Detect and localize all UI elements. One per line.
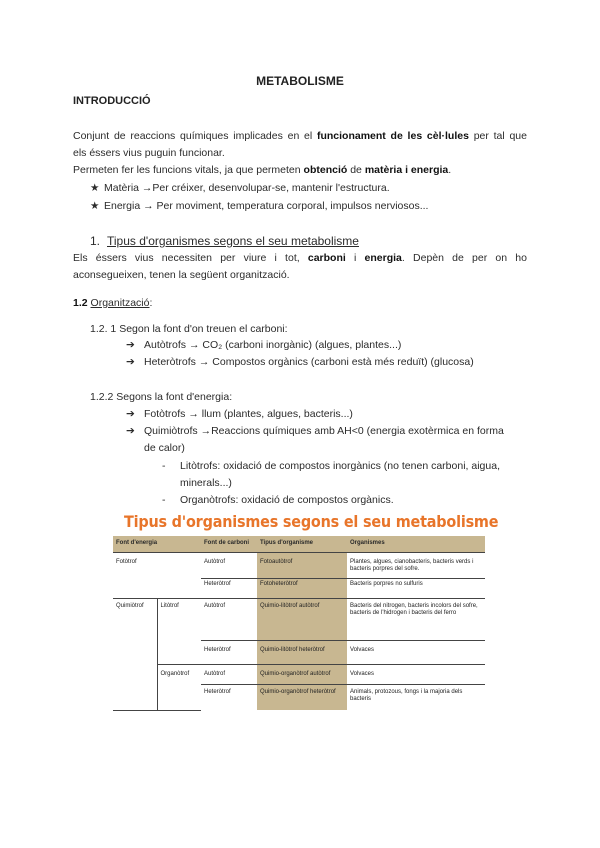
- table-cell: Fotoheteròtrof: [257, 578, 347, 598]
- table-header: Font de carboni: [201, 536, 257, 552]
- list-item: [126, 355, 474, 370]
- table-cell: Animals, protozous, fongs i la majoria dels bacteris: [350, 688, 463, 702]
- text-run: :: [149, 297, 153, 309]
- table-cell: Heteròtrof: [204, 688, 231, 695]
- page-title: METABOLISME: [256, 74, 344, 88]
- table-header: Tipus d'organisme: [257, 536, 347, 552]
- bold-run: energia: [364, 252, 402, 264]
- table-cell: Heteròtrof: [201, 640, 257, 664]
- table-cell: Bacteris del nitrogen, bacteris incolors del sofre, bacteris de l'hidrogen i bacteris del ferro: [347, 598, 485, 640]
- list-item-continuation: de calor): [144, 442, 185, 454]
- section-1-paragraph: [73, 251, 527, 266]
- section-number: 1.: [90, 234, 101, 248]
- intro-paragraph-2: [73, 163, 451, 178]
- text-run: Permeten fer les funcions vitals, ja que permeten: [73, 164, 304, 176]
- text-run: de: [347, 164, 365, 176]
- bullet-text: Matèria →Per créixer, desenvolupar-se, mantenir l'estructura.: [104, 182, 390, 194]
- arrow-icon: ➔: [126, 339, 135, 351]
- section-title: Tipus d'organismes segons el seu metabolisme: [107, 234, 359, 248]
- metabolism-table: [113, 536, 485, 711]
- text-run: Conjunt de reaccions químiques implicades en el: [73, 130, 317, 142]
- sub-list-item: [162, 459, 500, 474]
- table-cell: Litòtrof: [157, 598, 201, 664]
- arrow-icon: ➔: [126, 408, 135, 420]
- list-item-text: Quimiòtrofs →Reaccions químiques amb AH<0 (energia exotèrmica en forma: [144, 425, 504, 437]
- table-row: [113, 598, 485, 640]
- sub-list-text: Organòtrofs: oxidació de compostos orgànics.: [180, 494, 394, 506]
- section-1-heading: [90, 234, 359, 249]
- table-cell: Plantes, algues, cianobacteris, bacteris verds i bacteris porpres del sofre.: [347, 552, 485, 578]
- list-item: [126, 407, 353, 422]
- arrow-icon: ➔: [126, 356, 135, 368]
- table-cell: Volvaces: [347, 664, 485, 684]
- bold-run: funcionament de les cèl·lules: [316, 130, 469, 142]
- table-header-row: [113, 536, 485, 552]
- text-run: .: [448, 164, 452, 176]
- table-cell: Fotoautòtrof: [257, 552, 347, 578]
- table-cell: Autòtrof: [201, 598, 257, 640]
- table-cell: Fotòtrof: [113, 552, 201, 598]
- section-title: Organització: [90, 297, 150, 309]
- table-row: [113, 552, 485, 578]
- table-cell: Bacteris porpres no sulfuris: [347, 578, 485, 598]
- bullet-item: [90, 181, 390, 196]
- table-cell: Organòtrof: [157, 664, 201, 710]
- bold-run: obtenció: [303, 164, 348, 176]
- table-cell: Volvaces: [347, 640, 485, 664]
- list-item-text: Heteròtrofs → Compostos orgànics (carboni està més reduït) (glucosa): [144, 356, 474, 368]
- section-number: 1.2: [73, 297, 88, 309]
- table-header: Organismes: [347, 536, 485, 552]
- list-item: [126, 338, 401, 353]
- bullet-item: [90, 199, 428, 214]
- text-run: Els éssers vius necessiten per viure i tot,: [73, 252, 308, 264]
- list-item: [126, 424, 504, 439]
- text-run: i: [345, 252, 365, 264]
- table-cell: Quimio-organòtrof autòtrof: [257, 664, 347, 684]
- section-1-2-heading: [73, 296, 152, 311]
- arrow-icon: ➔: [126, 425, 135, 437]
- subsection-1-2-1-heading: 1.2. 1 Segon la font d'on treuen el carboni:: [90, 323, 288, 335]
- text-run: . Depèn de per on ho: [401, 252, 527, 264]
- table-cell: Quimio-litòtrof heteròtrof: [257, 640, 347, 664]
- bullet-text: Energia → Per moviment, temperatura corporal, impulsos nerviosos...: [104, 200, 429, 212]
- subsection-1-2-2-heading: 1.2.2 Segons la font d'energia:: [90, 391, 233, 403]
- table-cell: Autòtrof: [201, 664, 257, 684]
- table-row: [113, 664, 485, 684]
- text-run: per tal que: [468, 130, 527, 142]
- list-item-text: Fotòtrofs → llum (plantes, algues, bacteris...): [144, 408, 353, 420]
- figure-title: Tipus d'organismes segons el seu metabolisme: [124, 512, 499, 531]
- star-icon: ★: [90, 200, 100, 212]
- intro-heading: INTRODUCCIÓ: [73, 95, 151, 107]
- table-cell: Quimio-organòtrof heteròtrof: [257, 684, 347, 710]
- table-cell: Quimiòtrof: [113, 598, 157, 710]
- table-cell: Heteròtrof: [201, 578, 257, 598]
- bold-run: matèria i energia: [364, 164, 449, 176]
- dash-icon: -: [162, 460, 166, 472]
- section-1-paragraph-line2: aconsegueixen, tenen la següent organització.: [73, 269, 290, 281]
- sub-list-continuation: minerals...): [180, 477, 232, 489]
- star-icon: ★: [90, 182, 100, 194]
- table-header: Font d'energia: [113, 536, 201, 552]
- sub-list-text: Litòtrofs: oxidació de compostos inorgànics (no tenen carboni, aigua,: [180, 460, 500, 472]
- dash-icon: -: [162, 494, 166, 506]
- sub-list-item: [162, 493, 394, 508]
- list-item-text: Autòtrofs → CO₂ (carboni inorgànic) (algues, plantes...): [144, 339, 402, 351]
- table-cell: Autòtrof: [201, 552, 257, 578]
- intro-paragraph-1: [73, 129, 527, 144]
- table-cell: Quimio-litòtrof autòtrof: [257, 598, 347, 640]
- intro-paragraph-1-line2: els éssers vius puguin funcionar.: [73, 147, 225, 159]
- bold-run: carboni: [307, 252, 346, 264]
